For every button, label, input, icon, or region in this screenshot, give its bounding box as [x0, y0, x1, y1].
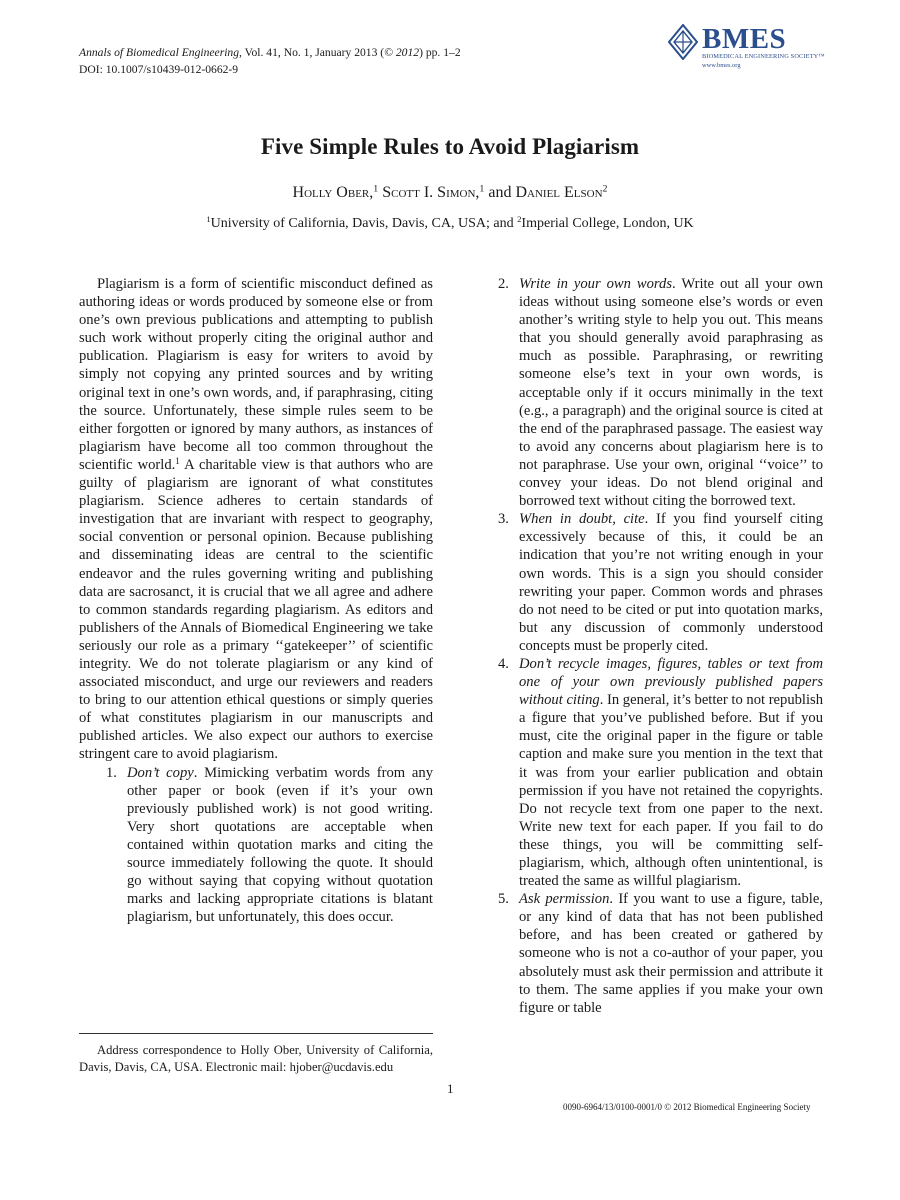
rule-text: . Write out all your own ideas without using someone else’s words or even another’s writing style to help you out. This means that you should generally avoid paraphrasing as much as possible. Paraphrasing, or rewriting someone else’s text in your own words, is acceptable only if it occurs minimally in the text (e.g., a paragraph) and the original source is cited at the end of the paraphrased passage. The easiest way to avoid any concerns about plagiarism here is to not paraphrase. Use your own, original ‘‘voice’’ to convey your ideas. Do not blend original and borrowed text without citing the borrowed text. — [519, 276, 823, 510]
reference-marker: 1 — [175, 455, 180, 466]
rule-item — [498, 655, 823, 890]
rule-text: . If you find yourself citing excessively because of this, it could be an indication that you’re not writing enough in your own words. This is a sign you should consider rewriting your paper. Common words and phrases do not need to be cited or put into quotation marks, but any discussion of commonly understood concepts must be properly cited. — [519, 511, 823, 654]
copyright-year: © 2012 — [384, 46, 420, 59]
page-range: ) pp. 1–2 — [419, 46, 461, 59]
author-2-affil: 1 — [479, 183, 485, 195]
rules-list-right — [498, 275, 823, 1017]
footnote-divider — [79, 1033, 433, 1034]
intro-text-2: A charitable view is that authors who are guilty of plagiarism are ignorant of what constitutes plagiarism. Science adheres to certain standards of investigation that are invariant with respect to geography, social convention or personal opinion. Because publishing and disseminating ideas are central to the scientific endeavor and the rules governing writing and publishing data are sacrosanct, it is crucial that we all agree and adhere to common standards regarding plagiarism. As editors and publishers of the Annals of Biomedical Engineering we take seriously our role as a primary ‘‘gatekeeper’’ of scientific integrity. We do not tolerate plagiarism or any kind of associated misconduct, and urge our reviewers and readers to bring to our attention ethical questions or simply queries of what constitutes plagiarism in our manuscripts and published articles. We also expect our authors to exercise stringent care to avoid plagiarism. — [79, 456, 433, 763]
right-column — [498, 275, 823, 1017]
rule-number: 5. — [498, 891, 509, 908]
author-1-affil: 1 — [373, 183, 379, 195]
bmes-logo — [668, 22, 824, 72]
affil-2-marker: 2 — [517, 214, 522, 225]
rule-item — [498, 890, 823, 1017]
author-1: Holly Ober, — [292, 184, 374, 201]
rule-text: . If you want to use a figure, table, or any kind of data that has not been published before, and has been created or gathered by someone who is not a co-author of your paper, you absolutely must ask their permission and attribute it to them. The same applies if you make your own figure or table — [519, 891, 823, 1016]
logo-url: www.bmes.org — [702, 62, 741, 69]
paper-title: Five Simple Rules to Avoid Plagiarism — [260, 134, 640, 159]
author-list — [0, 184, 900, 202]
affil-1-marker: 1 — [206, 214, 211, 225]
rule-heading: Write in your own words — [519, 276, 673, 292]
rule-number: 2. — [498, 276, 509, 292]
rule-number: 1. — [106, 764, 117, 781]
rule-number: 3. — [498, 511, 509, 528]
bmes-diamond-icon — [668, 24, 698, 60]
journal-name: Annals of Biomedical Engineering — [79, 46, 240, 59]
rule-item — [498, 510, 823, 655]
rule-text: . Mimicking verbatim words from any other paper or book (even if it’s your own previously published work) is not good writing. Very short quotations are acceptable when contained within quotation marks and citing the source immediately following the quote. It should go without saying that copying without quotation marks and lacking appropriate citations is blatant plagiarism, but unfortunately, this does occur. — [127, 764, 433, 926]
affiliations — [0, 216, 900, 232]
intro-paragraph — [79, 275, 433, 764]
logo-subtitle: BIOMEDICAL ENGINEERING SOCIETY™ — [702, 53, 825, 60]
page-number: 1 — [447, 1081, 454, 1096]
author-3: Daniel Elson — [515, 184, 603, 201]
intro-text-1: Plagiarism is a form of scientific misconduct defined as authoring ideas or words produced by someone else or from one’s own previous publications and attempting to publish such work without properly citing the original author and publication. Plagiarism is easy for writers to avoid by simply not copying any printed sources and by writing original text in one’s own words, and, if paraphrasing, citing the source. Unfortunately, these simple rules seem to be either forgotten or ignored by many authors, as instances of plagiarism have become all too common throughout the scientific world. — [79, 276, 433, 473]
citation-line — [79, 44, 461, 61]
rule-heading: Don’t recycle images, figures, tables or text from one of your own previously published papers without citing — [519, 655, 823, 709]
logo-wordmark: BMES — [702, 23, 787, 55]
affil-1: University of California, Davis, Davis, CA, USA; and — [210, 216, 518, 231]
rule-heading: When in doubt, cite — [519, 511, 645, 528]
rule-item — [498, 275, 823, 510]
author-conjunction: and — [488, 184, 512, 201]
rules-list-left — [79, 764, 433, 927]
rule-heading: Don’t copy — [127, 764, 194, 781]
affil-2: Imperial College, London, UK — [521, 216, 694, 231]
correspondence-footnote: Address correspondence to Holly Ober, University of California, Davis, Davis, CA, USA. Electronic mail: hjober@ucdavis.edu — [79, 1043, 433, 1075]
rule-heading: Ask permission — [519, 891, 610, 908]
rule-number: 4. — [498, 655, 509, 672]
left-column — [79, 275, 433, 926]
volume-info: , Vol. 41, No. 1, January 2013 ( — [239, 46, 385, 59]
footer-copyright: 0090-6964/13/0100-0001/0 © 2012 Biomedical Engineering Society — [563, 1102, 811, 1112]
rule-item — [106, 764, 433, 927]
journal-header — [79, 44, 461, 78]
author-3-affil: 2 — [602, 183, 608, 195]
rule-text: . In general, it’s better to not republish a figure that you’ve published before. But if you must, cite the original paper in the figure or table caption and make sure you mention in the text that it was from your earlier publication and obtain permission if you have not retained the copyrights. Do not recycle text from one paper to the next. Write new text for each paper. If you fail to do these things, you will be committing self-plagiarism, which, although often unintentional, is treated the same as willful plagiarism. — [519, 692, 824, 890]
doi: DOI: 10.1007/s10439-012-0662-9 — [79, 63, 239, 76]
author-2: Scott I. Simon, — [382, 184, 480, 201]
